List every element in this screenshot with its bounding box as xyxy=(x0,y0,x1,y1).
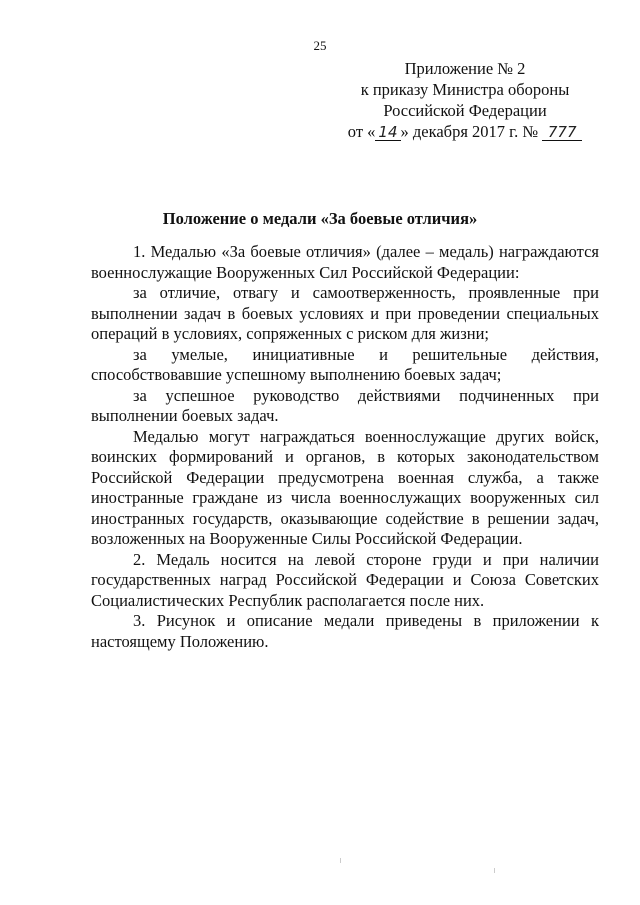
appendix-date-line xyxy=(340,121,590,142)
appendix-line-1: Приложение № 2 xyxy=(404,59,526,78)
appendix-line-2: к приказу Министра обороны xyxy=(360,80,570,99)
handwritten-order-number: 777 xyxy=(542,124,582,141)
appendix-line-3: Российской Федерации xyxy=(383,101,547,120)
paragraph-5: Медалью могут награждаться военнослужащие других войск, воинских формирований и органов, в которых законодательством Российской Федерации предусмотрена военная служба, а также иностранные граждане из числа военнослужащих вооруженных сил иностранных государств, оказывающие содействие в решении задач, возложенных на Вооруженные Силы Российской Федерации. xyxy=(91,426,599,548)
appendix-header xyxy=(340,58,590,142)
date-prefix: от « xyxy=(347,122,376,141)
paragraph-1: 1. Медалью «За боевые отличия» (далее – медаль) награждаются военнослужащие Вооруженных Сил Российской Федерации: xyxy=(91,242,599,282)
scan-speck xyxy=(340,858,341,863)
page-number: 25 xyxy=(313,38,327,53)
paragraph-3: за умелые, инициативные и решительные действия, способствовавшие успешному выполнению боевых задач; xyxy=(91,344,599,384)
date-middle: » декабря 2017 г. № xyxy=(400,122,539,141)
document-body xyxy=(91,242,599,652)
scan-speck xyxy=(494,868,495,873)
handwritten-date-day: 14 xyxy=(375,124,400,141)
document-title: Положение о медали «За боевые отличия» xyxy=(162,209,478,228)
paragraph-6: 2. Медаль носится на левой стороне груди и при наличии государственных наград Российской Федерации и Союза Советских Социалистических Республик располагается после них. xyxy=(91,549,599,610)
paragraph-4: за успешное руководство действиями подчиненных при выполнении боевых задач. xyxy=(91,385,599,425)
paragraph-2: за отличие, отвагу и самоотверженность, проявленные при выполнении задач в боевых условиях и при проведении специальных операций в условиях, сопряженных с риском для жизни; xyxy=(91,283,599,343)
paragraph-7: 3. Рисунок и описание медали приведены в приложении к настоящему Положению. xyxy=(91,611,599,651)
